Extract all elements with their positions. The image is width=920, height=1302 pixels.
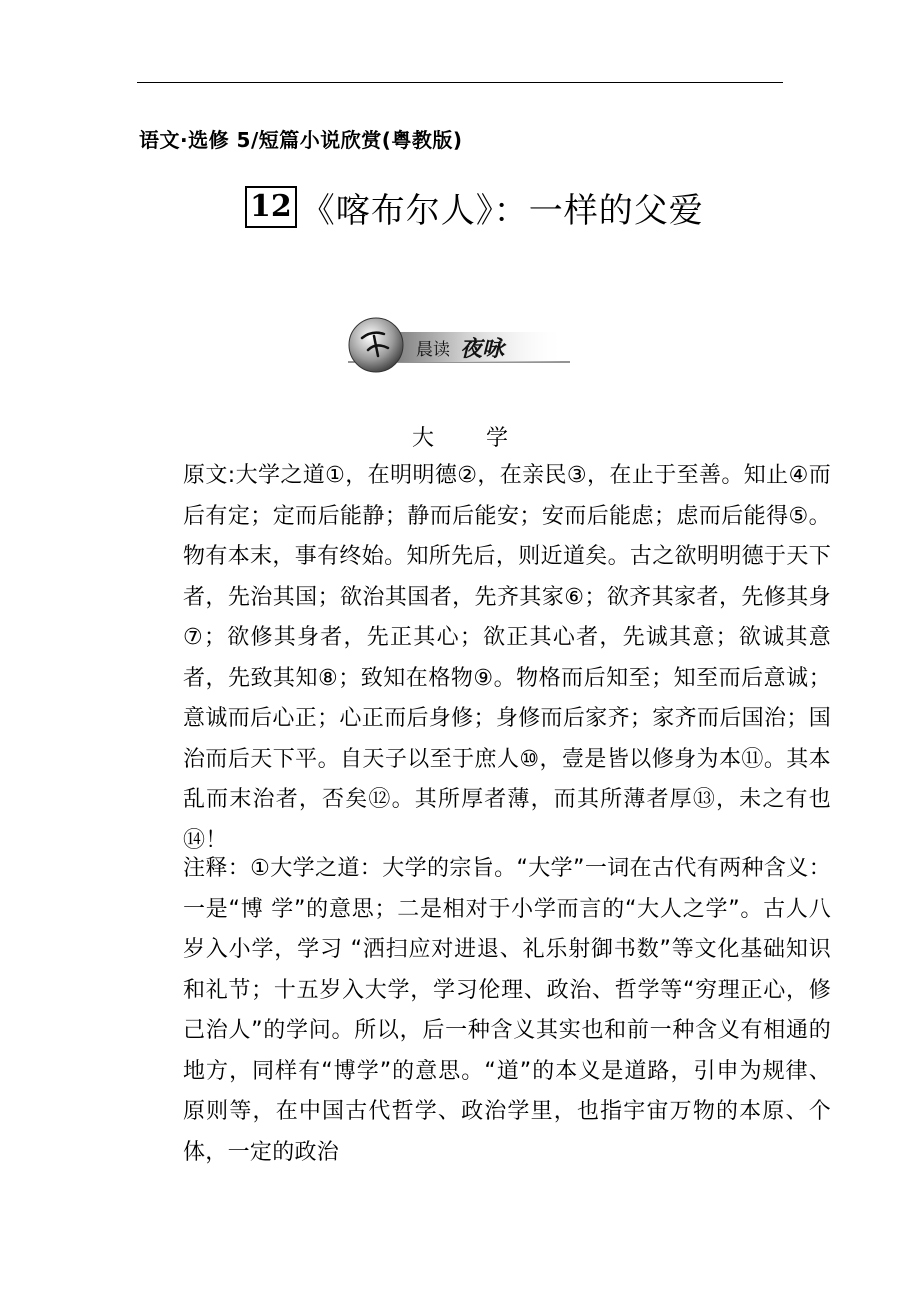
top-rule bbox=[137, 82, 783, 83]
original-text-paragraph bbox=[139, 456, 831, 861]
banner-text-b: 夜咏 bbox=[460, 336, 505, 362]
banner-text-a: 晨读 bbox=[416, 340, 450, 360]
notes-label: 注释： bbox=[183, 856, 251, 881]
original-label: 原文: bbox=[183, 463, 236, 488]
original-text: 大学之道①，在明明德②，在亲民③，在止于至善。知止④而后有定；定而后能静；静而后能安；安而后能虑；虑而后能得⑤。物有本末，事有终始。知所先后，则近道矣。古之欲明明德于天下者，先治其国；欲治其国者，先齐其家⑥；欲齐其家者，先修其身⑦；欲修其身者，先正其心；欲正其心者，先诚其意；欲诚其意者，先致其知⑧；致知在格物⑨。物格而后知至；知至而后意诚；意诚而后心正；心正而后身修；身修而后家齐；家齐而后国治；国治而后天下平。自天子以至于庶人⑩，壹是皆以修身为本⑪。其本乱而末治者，否矣⑫。其所厚者薄，而其所薄者厚⑬，未之有也⑭！ bbox=[183, 463, 831, 853]
header-label: 语文·选修 5/短篇小说欣赏(粤教版) bbox=[139, 128, 463, 152]
lesson-title-text: 《喀布尔人》：一样的父爱 bbox=[300, 190, 704, 231]
section-banner bbox=[340, 310, 580, 380]
notes-text: ①大学之道：大学的宗旨。“大学”一词在古代有两种含义：一是“博 学”的意思；二是相对于小学而言的“大人之学”。古人八岁入小学，学习 “洒扫应对进退、礼乐射御书数”等文化基础知识和礼节；十五岁入大学，学习伦理、政治、哲学等“穷理正心，修己治人”的学问。所以，后一种含义其实也和前一种含义有相通的地方，同样有“博学”的意思。“道”的本义是道路，引申为规律、原则等，在中国古代哲学、政治学里，也指宇宙万物的本原、个体，一定的政治 bbox=[183, 856, 831, 1165]
lesson-number: 12 bbox=[245, 186, 297, 228]
notes-paragraph bbox=[139, 849, 831, 1173]
lesson-title bbox=[245, 184, 704, 230]
section-title: 大学 bbox=[411, 426, 560, 451]
